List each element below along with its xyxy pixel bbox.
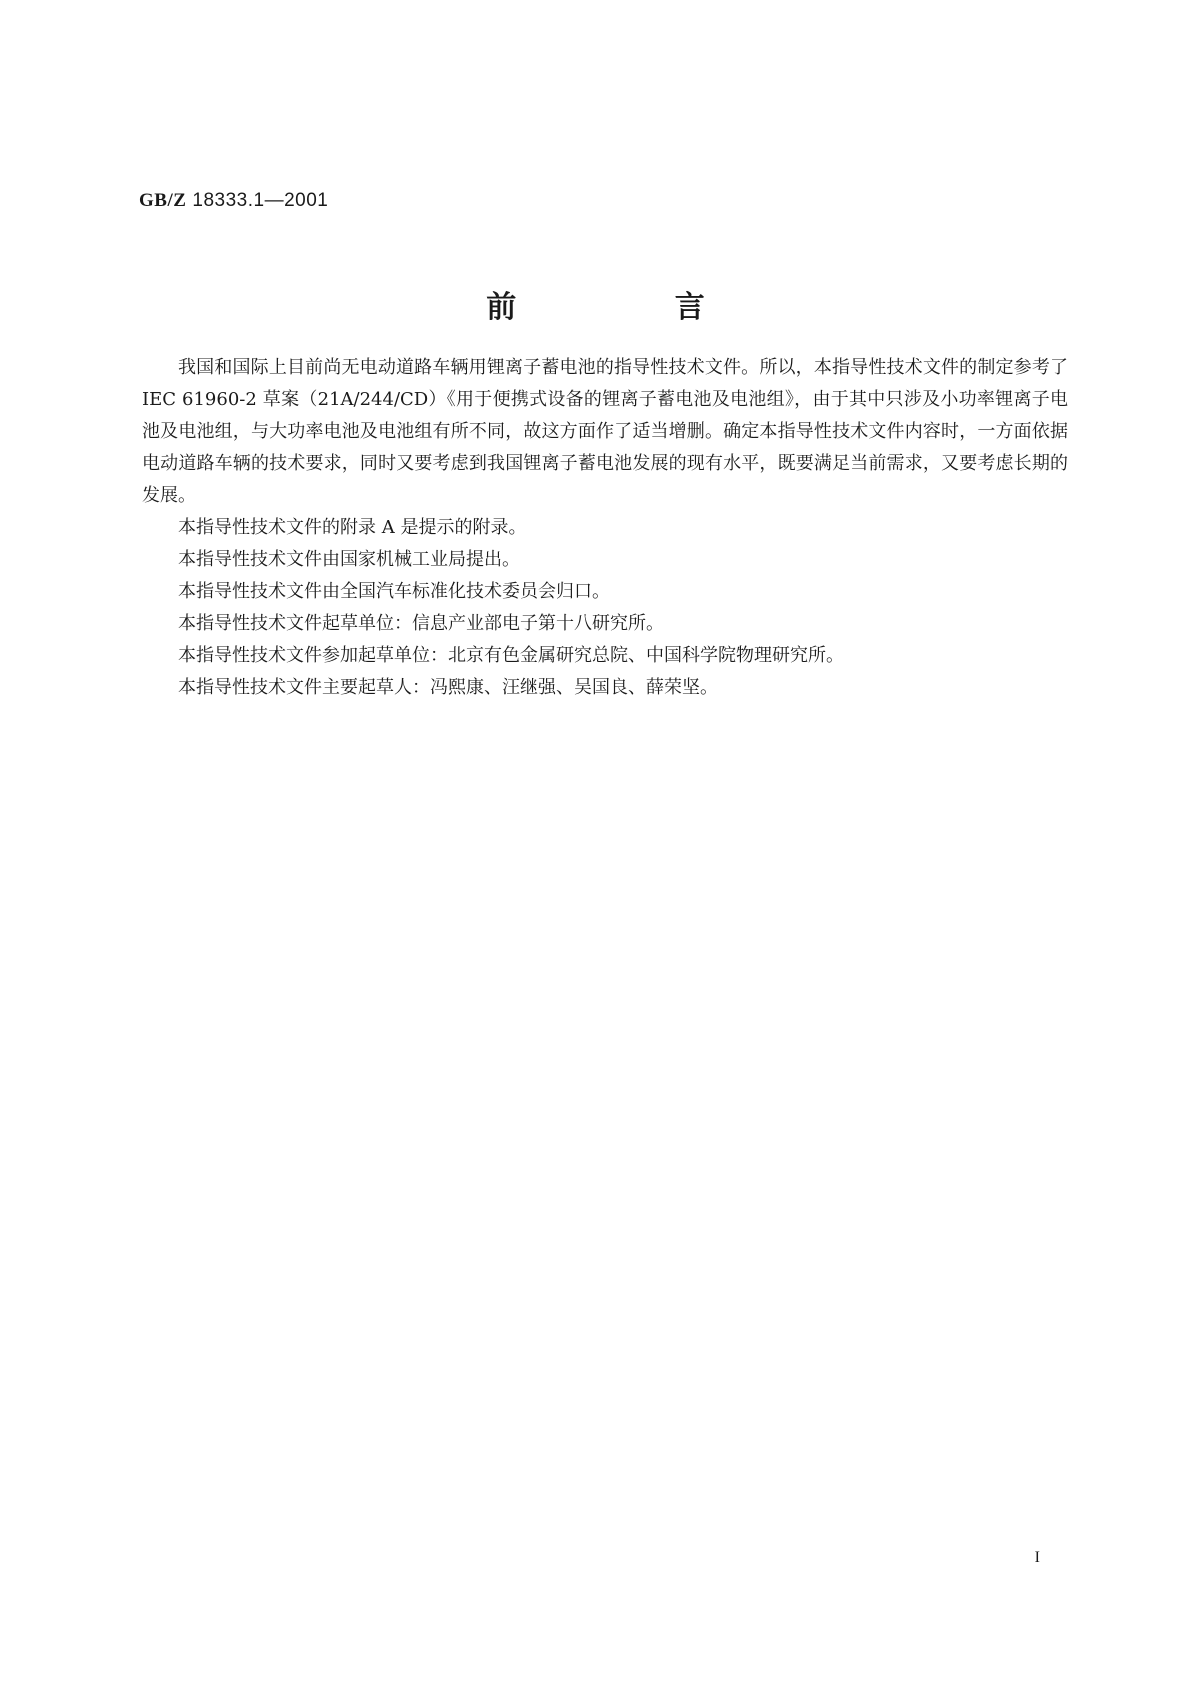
standard-code: 18333.1—2001: [192, 190, 329, 211]
page-number: I: [1034, 1549, 1040, 1566]
paragraph-proposer: 本指导性技术文件由国家机械工业局提出。: [178, 549, 520, 570]
paragraph-responsible-committee: 本指导性技术文件由全国汽车标准化技术委员会归口。: [178, 581, 610, 602]
standard-number: [139, 189, 328, 212]
paragraph-participating-units: 本指导性技术文件参加起草单位：北京有色金属研究总院、中国科学院物理研究所。: [178, 645, 844, 666]
paragraph-drafting-unit: 本指导性技术文件起草单位：信息产业部电子第十八研究所。: [178, 613, 664, 634]
paragraph-intro: 我国和国际上目前尚无电动道路车辆用锂离子蓄电池的指导性技术文件。所以，本指导性技术文件的制定参考了 IEC 61960-2 草案（21A/244/CD）《用于便携式设备的锂离子蓄电池及电池组》，由于其中只涉及小功率锂离子电池及电池组，与大功率电池及电池组有所不同，故这方面作了适当增删。确定本指导性技术文件内容时，一方面依据电动道路车辆的技术要求，同时又要考虑到我国锂离子蓄电池发展的现有水平，既要满足当前需求，又要考虑长期的发展。: [142, 357, 1068, 506]
foreword-body: [142, 352, 1068, 704]
page-title: 前 言: [486, 290, 779, 325]
standard-prefix: GB/Z: [139, 190, 187, 211]
paragraph-main-drafters: 本指导性技术文件主要起草人：冯熙康、汪继强、吴国良、薛荣坚。: [178, 677, 718, 698]
paragraph-appendix: 本指导性技术文件的附录 A 是提示的附录。: [178, 517, 527, 538]
